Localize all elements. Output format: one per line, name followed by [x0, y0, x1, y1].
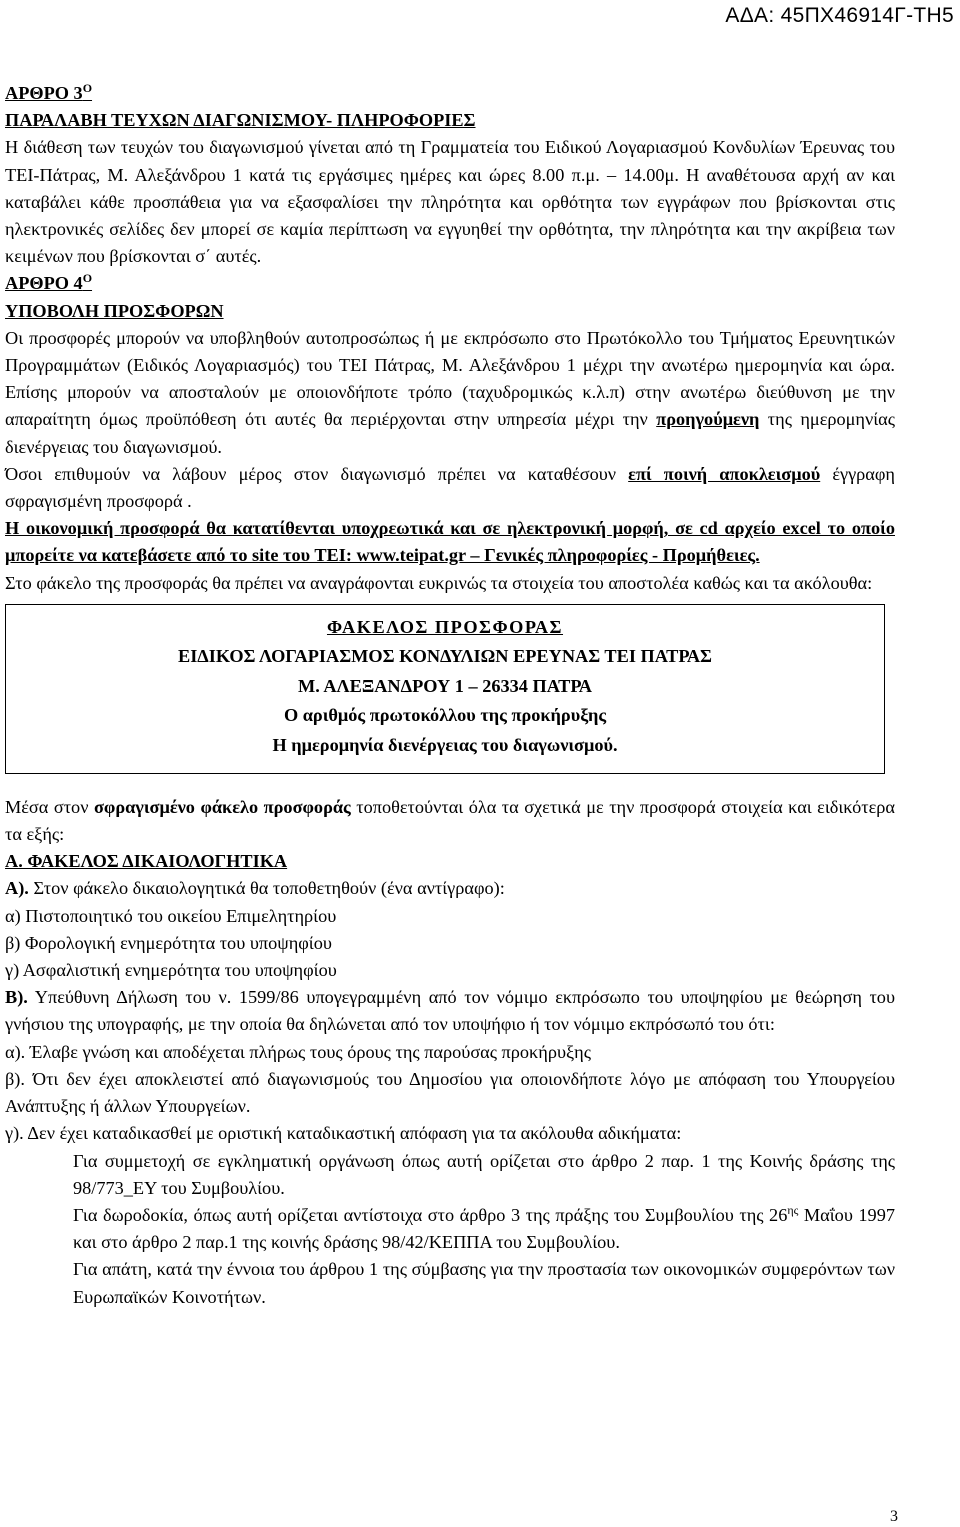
declaration-b: β). Ότι δεν έχει αποκλειστεί από διαγωνισμούς του Δημοσίου για οποιονδήποτε λόγο με απόφαση του Υπουργείου Ανάπτυξης ή άλλων Υπουργείων. [5, 1068, 895, 1117]
sealed-envelope-paragraph: Μέσα στον σφραγισμένο φάκελο προσφοράς τοποθετούνται όλα τα σχετικά με την προσφορά στοιχεία και ειδικότερα τα εξής: [5, 796, 895, 845]
envelope-label-box [5, 604, 885, 774]
page-number: 3 [890, 1508, 898, 1525]
envelope-box-title: ΦΑΚΕΛΟΣ ΠΡΟΣΦΟΡΑΣ [326, 616, 564, 637]
article-4-paragraph-1: Οι προσφορές μπορούν να υποβληθούν αυτοπροσώπως ή με εκπρόσωπο στο Πρωτόκολλο του Τμήματος Ερευνητικών Προγραμμάτων (Ειδικός Λογαριασμός) του ΤΕΙ Πάτρας, Μ. Αλεξάνδρου 1 μέχρι την ανωτέρω ημερομηνία και ώρα. Επίσης μπορούν να αποσταλούν με οποιονδήποτε τρόπο (ταχυδρομικώς κ.λ.π) στην ανωτέρω διεύθυνση με την απαραίτητη όμως προϋπόθεση ότι αυτές θα περιέρχονται στην υπηρεσία μέχρι την προηγούμενη της ημερομηνίας διενέργειας του διαγωνισμού. [5, 327, 895, 457]
offence-fraud: Για απάτη, κατά την έννοια του άρθρου 1 της σύμβασης για την προστασία των οικονομικών συμφερόντων των Ευρωπαϊκών Κοινοτήτων. [73, 1259, 895, 1307]
article-3-subtitle: ΠΑΡΑΛΑΒΗ ΤΕΥΧΩΝ ΔΙΑΓΩΝΙΣΜΟΥ- ΠΛΗΡΟΦΟΡΙΕΣ [5, 110, 476, 131]
envelope-box-line-4: Ο αριθμός πρωτοκόλλου της προκήρυξης [283, 705, 607, 726]
list-item: γ) Ασφαλιστική ενημερότητα του υποψηφίου [5, 960, 337, 981]
electronic-offer-notice: Η οικονομική προσφορά θα κατατίθενται υποχρεωτικά και σε ηλεκτρονική μορφή, σε cd αρχείο excel το οποίο μπορείτε να κατεβάσετε από το site του ΤΕΙ: www.teipat.gr – Γενικές πληροφορίες - Προμήθειες. [5, 518, 895, 566]
envelope-box-line-5: Η ημερομηνία διενέργειας του διαγωνισμού. [272, 734, 618, 755]
declaration-c: γ). Δεν έχει καταδικασθεί με οριστική καταδικαστική απόφαση για τα ακόλουθα αδικήματα: [5, 1123, 682, 1144]
offence-organised-crime: Για συμμετοχή σε εγκληματική οργάνωση όπως αυτή ορίζεται στο άρθρο 2 παρ. 1 της Κοινής δράσης της 98/773_ΕΥ του Συμβουλίου. [73, 1150, 895, 1198]
article-3-text: Η διάθεση των τευχών του διαγωνισμού γίνεται από τη Γραμματεία του Ειδικού Λογαριασμού Κονδυλίων Έρευνας του ΤΕΙ-Πάτρας, Μ. Αλεξάνδρου 1 κατά τις εργάσιμες ημέρες και ώρες 8.00 π.μ. – 14.00μ. Η αναθέτουσα αρχή αν και καταβάλει κάθε προσπάθεια για να εξασφαλίσει την πληρότητα και ορθότητα των εγγράφων που βρίσκονται στις ηλεκτρονικές σελίδες δεν μπορεί σε καμία περίπτωση να εγγυηθεί την ορθότητα, την πληρότητα και την ακρίβεια των κειμένων που βρίσκονται σ΄ αυτές. [5, 137, 895, 267]
list-item: α) Πιστοποιητικό του οικείου Επιμελητηρίου [5, 905, 337, 926]
declaration-a: α). Έλαβε γνώση και αποδέχεται πλήρως τους όρους της παρούσας προκήρυξης [5, 1041, 591, 1062]
article-3-title: ΑΡΘΡΟ $3^O$ [5, 81, 93, 103]
section-a-heading: Α. ΦΑΚΕΛΟΣ ΔΙΚΑΙΟΛΟΓΗΤΙΚΑ [5, 851, 288, 872]
ada-code: ΑΔΑ: 45ΠΧ46914Γ-ΤΗ5 [725, 4, 954, 27]
article-4-subtitle: ΥΠΟΒΟΛΗ ΠΡΟΣΦΟΡΩΝ [5, 300, 224, 321]
envelope-box-line-2: ΕΙΔΙΚΟΣ ΛΟΓΑΡΙΑΣΜΟΣ ΚΟΝΔΥΛΙΩΝ ΕΡΕΥΝΑΣ ΤΕΙ ΠΑΤΡΑΣ [178, 646, 712, 667]
section-b-paragraph: Β). Υπεύθυνη Δήλωση του ν. 1599/86 υπογεγραμμένη από τον νόμιμο εκπρόσωπο του υποψηφίου με θεώρηση του γνήσιου της υπογραφής, με την οποία θα δηλώνεται από τον υποψήφιο ή τον νόμιμο εκπρόσωπό του ότι: [5, 987, 895, 1035]
offence-bribery: Για δωροδοκία, όπως αυτή ορίζεται αντίστοιχα στο άρθρο 3 της πράξης του Συμβουλίου της $26^{\eta\varsigma}$ Μαΐου 1997 και στο άρθρο 2 παρ.1 της κοινής δράσης 98/42/ΚΕΠΠΑ του Συμβουλίου. [73, 1202, 895, 1253]
article-4-paragraph-2: Όσοι επιθυμούν να λάβουν μέρος στον διαγωνισμό πρέπει να καταθέσουν επί ποινή αποκλεισμού έγγραφη σφραγισμένη προσφορά . [5, 463, 895, 512]
document-page [5, 80, 895, 1311]
envelope-instructions: Στο φάκελο της προσφοράς θα πρέπει να αναγράφονται ευκρινώς τα στοιχεία του αποστολέα καθώς και τα ακόλουθα: [5, 572, 873, 593]
list-item: β) Φορολογική ενημερότητα του υποψηφίου [5, 932, 332, 953]
section-a-intro: Α). Στον φάκελο δικαιολογητικά θα τοποθετηθούν (ένα αντίγραφο): [5, 878, 505, 899]
envelope-box-line-3: Μ. ΑΛΕΞΑΝΔΡΟΥ 1 – 26334 ΠΑΤΡΑ [297, 675, 593, 696]
article-4-title: ΑΡΘΡΟ $4^O$ [5, 271, 93, 294]
